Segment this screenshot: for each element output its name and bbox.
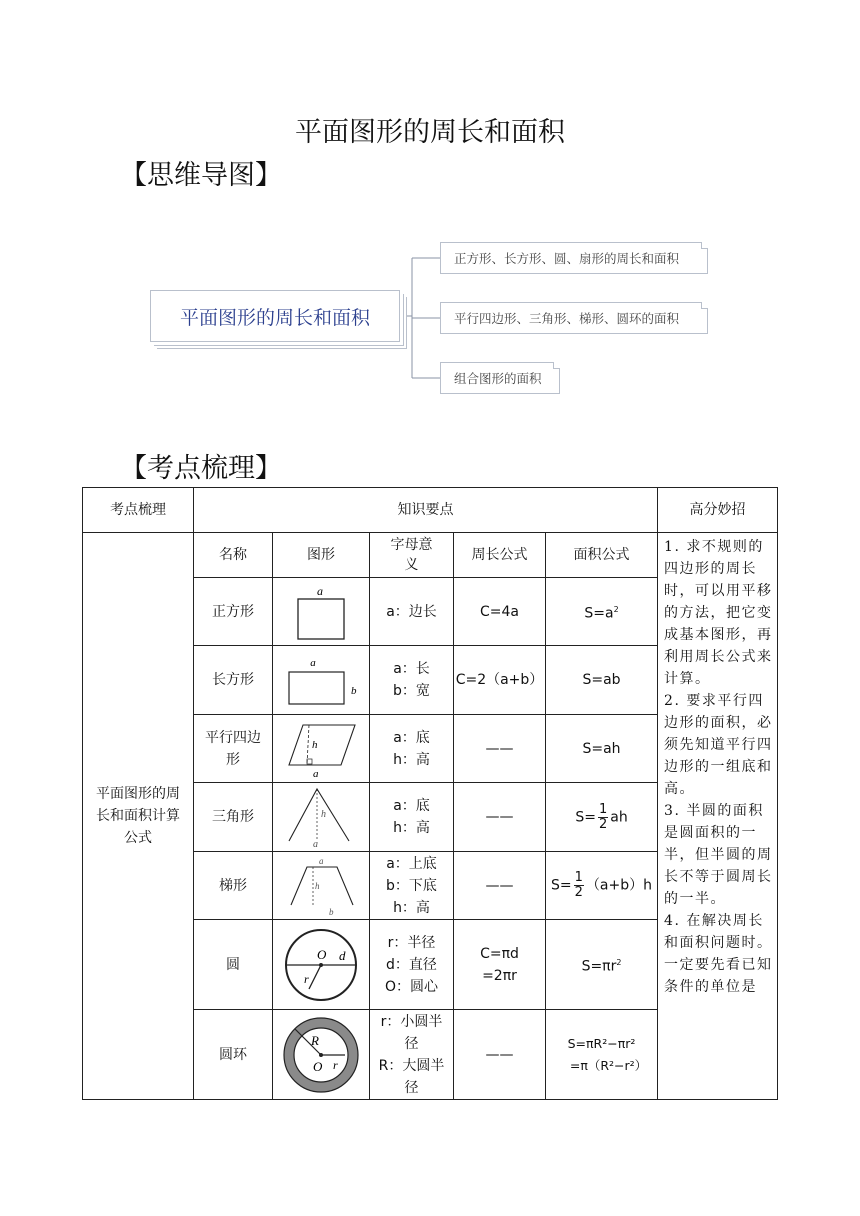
row-area: S=ab bbox=[546, 646, 658, 715]
tip-4: 4. 在解决周长和面积问题时。一定要先看已知条件的单位是 bbox=[664, 913, 773, 995]
row-perimeter: C=πd =2πr bbox=[454, 920, 546, 1010]
row-letters: a：长 b：宽 bbox=[370, 646, 454, 715]
svg-text:a: a bbox=[319, 855, 324, 866]
row-letters: r：半径 d：直径 O：圆心 bbox=[370, 920, 454, 1010]
subheader-area: 面积公式 bbox=[546, 533, 658, 578]
row-perimeter: C=2（a+b） bbox=[454, 646, 546, 715]
subheader-name: 名称 bbox=[194, 533, 273, 578]
svg-text:r: r bbox=[304, 971, 309, 986]
header-kaodian: 考点梳理 bbox=[83, 488, 194, 533]
header-knowledge: 知识要点 bbox=[194, 488, 658, 533]
page-title: 平面图形的周长和面积 bbox=[295, 117, 565, 148]
row-name: 平行四边形 bbox=[194, 715, 273, 783]
row-name: 圆 bbox=[194, 920, 273, 1010]
row-perimeter: —— bbox=[454, 852, 546, 920]
subheader-perimeter: 周长公式 bbox=[454, 533, 546, 578]
row-name: 正方形 bbox=[194, 578, 273, 646]
mindmap-branch-1: 正方形、长方形、圆、扇形的周长和面积 bbox=[440, 242, 708, 274]
square-figure bbox=[273, 578, 370, 646]
row-name: 梯形 bbox=[194, 852, 273, 920]
svg-text:a: a bbox=[317, 583, 323, 598]
row-area: $S=a^2$ bbox=[546, 578, 658, 646]
row-name: 长方形 bbox=[194, 646, 273, 715]
mindmap-branch-3: 组合图形的面积 bbox=[440, 362, 560, 394]
row-letters: r：小圆半径 R：大圆半径 bbox=[370, 1010, 454, 1100]
row-name: 圆环 bbox=[194, 1010, 273, 1100]
row-area: S= $\frac{1}{2}$ （a+b）h bbox=[546, 852, 658, 920]
tip-3: 3. 半圆的面积是圆面积的一半，但半圆的周长不等于圆周长的一半。 bbox=[664, 803, 773, 907]
formula-table bbox=[82, 487, 778, 1100]
row-letters: a：底 h：高 bbox=[370, 783, 454, 852]
row-area: $S=\pi r^2$ bbox=[546, 920, 658, 1010]
triangle-figure bbox=[273, 783, 370, 852]
trapezoid-figure bbox=[273, 852, 370, 920]
row-perimeter: —— bbox=[454, 1010, 546, 1100]
subheader-letters: 字母意义 bbox=[370, 533, 454, 578]
row-perimeter: C=4a bbox=[454, 578, 546, 646]
row-area: S= $\frac{1}{2}$ ah bbox=[546, 783, 658, 852]
tip-1: 1. 求不规则的四边形的周长时，可以用平移的方法，把它变成基本图形，再利用周长公式来计算。 bbox=[664, 539, 773, 687]
row-area: S=πR²−πr² =π（R²−r²） bbox=[546, 1010, 658, 1100]
svg-text:O: O bbox=[313, 1058, 323, 1074]
circle-figure bbox=[273, 920, 370, 1010]
svg-text:d: d bbox=[339, 947, 346, 963]
row-perimeter: —— bbox=[454, 715, 546, 783]
tips-cell bbox=[658, 533, 778, 1100]
row-letters: a：底 h：高 bbox=[370, 715, 454, 783]
rectangle-figure bbox=[273, 646, 370, 715]
svg-text:h: h bbox=[315, 880, 320, 891]
category-label: 平面图形的周长和面积计算公式 bbox=[96, 786, 180, 846]
mindmap-root: 平面图形的周长和面积 bbox=[150, 290, 400, 342]
subheader-figure: 图形 bbox=[273, 533, 370, 578]
row-area: S=ah bbox=[546, 715, 658, 783]
svg-text:h: h bbox=[321, 809, 326, 820]
svg-text:a: a bbox=[310, 657, 316, 669]
parallelogram-figure bbox=[273, 715, 370, 783]
svg-text:b: b bbox=[329, 906, 334, 917]
svg-text:O: O bbox=[317, 946, 327, 962]
kaodian-heading: 【考点梳理】 bbox=[120, 453, 282, 484]
mindmap-heading: 【思维导图】 bbox=[120, 160, 282, 191]
row-letters: a：上底 b：下底 h：高 bbox=[370, 852, 454, 920]
annulus-figure bbox=[273, 1010, 370, 1100]
tip-2: 2. 要求平行四边形的面积，必须先知道平行四边形的一组底和高。 bbox=[664, 693, 773, 797]
svg-text:R: R bbox=[311, 1032, 319, 1048]
svg-text:b: b bbox=[351, 685, 357, 697]
svg-text:r: r bbox=[333, 1057, 338, 1072]
fraction: $\frac{1}{2}$ bbox=[598, 801, 608, 832]
mindmap-branch-2: 平行四边形、三角形、梯形、圆环的面积 bbox=[440, 302, 708, 334]
mindmap-connectors bbox=[0, 0, 860, 420]
fraction: $\frac{1}{2}$ bbox=[574, 870, 583, 900]
svg-text:h: h bbox=[312, 738, 318, 751]
row-perimeter: —— bbox=[454, 783, 546, 852]
row-letters: a：边长 bbox=[370, 578, 454, 646]
svg-text:a: a bbox=[313, 767, 319, 779]
header-tips: 高分妙招 bbox=[658, 488, 778, 533]
svg-text:a: a bbox=[313, 839, 318, 849]
row-name: 三角形 bbox=[194, 783, 273, 852]
category-cell bbox=[83, 533, 194, 1100]
